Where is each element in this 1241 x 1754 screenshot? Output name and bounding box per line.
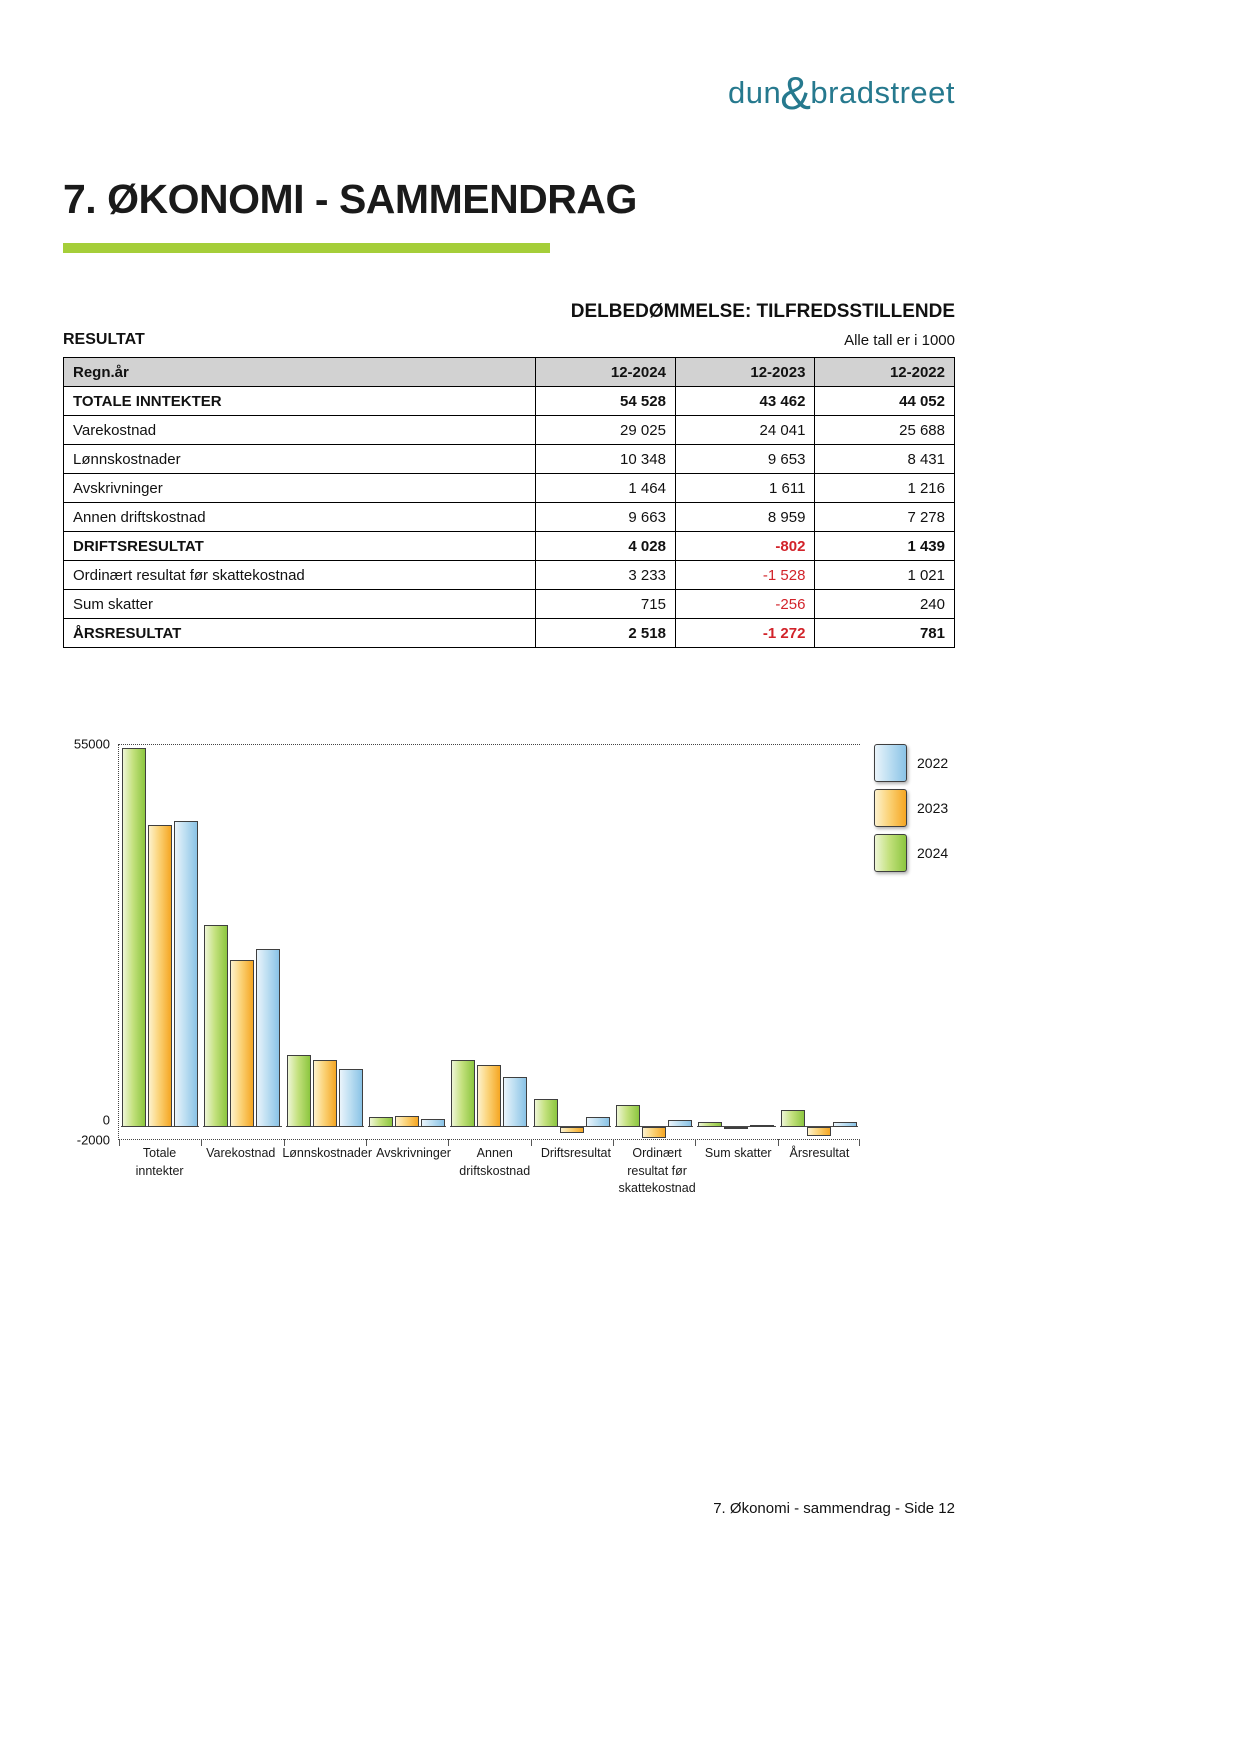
page-footer: 7. Økonomi - sammendrag - Side 12 xyxy=(713,1500,955,1517)
legend-swatch-2022 xyxy=(874,744,907,782)
dun-bradstreet-logo xyxy=(728,66,955,120)
bar-2023 xyxy=(807,1127,831,1136)
bar-2022 xyxy=(174,821,198,1127)
logo-text-dun: dun xyxy=(728,75,782,110)
row-value: -256 xyxy=(675,590,815,619)
page-title: 7. ØKONOMI - SAMMENDRAG xyxy=(63,176,637,222)
table-title: RESULTAT xyxy=(63,331,145,348)
row-value: 2 518 xyxy=(536,619,676,648)
page-content xyxy=(63,0,955,1198)
row-value: 24 041 xyxy=(675,416,815,445)
table-head xyxy=(64,358,955,387)
row-value: 1 464 xyxy=(536,474,676,503)
bar-2022 xyxy=(256,949,280,1127)
table-header-cell: Regn.år xyxy=(64,358,536,387)
bar-2022 xyxy=(421,1119,445,1127)
bar-group xyxy=(531,745,613,1139)
table-row xyxy=(64,445,955,474)
row-value: -1 528 xyxy=(675,561,815,590)
y-axis-label: -2000 xyxy=(76,1132,110,1148)
row-label: Annen driftskostnad xyxy=(64,503,536,532)
row-value: 8 431 xyxy=(815,445,955,474)
row-value: 10 348 xyxy=(536,445,676,474)
row-value: 9 653 xyxy=(675,445,815,474)
bar-2024 xyxy=(204,925,228,1127)
x-axis-label: Driftsresultat xyxy=(540,1146,611,1160)
row-label: Varekostnad xyxy=(64,416,536,445)
table-body xyxy=(64,387,955,648)
row-value: -1 272 xyxy=(675,619,815,648)
bar-group xyxy=(448,745,530,1139)
bar-2024 xyxy=(287,1055,311,1127)
legend-label: 2022 xyxy=(917,755,949,771)
legend-label: 2024 xyxy=(917,845,949,861)
row-label: Avskrivninger xyxy=(64,474,536,503)
row-value: -802 xyxy=(675,532,815,561)
bar-2023 xyxy=(230,960,254,1127)
plot-groups xyxy=(119,745,860,1139)
x-axis-label: Lønnskostnader xyxy=(282,1146,372,1160)
table-row xyxy=(64,532,955,561)
chart-legend xyxy=(860,744,955,879)
bar-2022 xyxy=(668,1120,692,1127)
x-axis-label: Ordinært resultat før skattekostnad xyxy=(618,1146,696,1195)
bar-2023 xyxy=(477,1065,501,1127)
result-table xyxy=(63,357,955,648)
y-axis xyxy=(63,736,118,1148)
table-row xyxy=(64,474,955,503)
table-header-row xyxy=(64,358,955,387)
table-row xyxy=(64,503,955,532)
row-label: Sum skatter xyxy=(64,590,536,619)
logo-row xyxy=(63,66,955,120)
y-axis-label: 55000 xyxy=(73,736,110,752)
bar-group xyxy=(778,745,860,1139)
bar-group xyxy=(201,745,283,1139)
row-value: 715 xyxy=(536,590,676,619)
ampersand-icon: & xyxy=(780,67,812,119)
row-label: TOTALE INNTEKTER xyxy=(64,387,536,416)
bar-2023 xyxy=(724,1127,748,1129)
y-axis-label: 0 xyxy=(102,1112,110,1128)
row-label: ÅRSRESULTAT xyxy=(64,619,536,648)
row-value: 781 xyxy=(815,619,955,648)
logo-text-bradstreet: bradstreet xyxy=(810,75,955,110)
bar-2023 xyxy=(642,1127,666,1138)
x-axis-label: Varekostnad xyxy=(206,1146,276,1160)
table-row xyxy=(64,387,955,416)
bar-2022 xyxy=(503,1077,527,1128)
legend-swatch-2024 xyxy=(874,834,907,872)
table-row xyxy=(64,590,955,619)
row-value: 54 528 xyxy=(536,387,676,416)
plot-column xyxy=(118,744,860,1198)
legend-item xyxy=(874,834,955,872)
row-value: 1 021 xyxy=(815,561,955,590)
bar-2024 xyxy=(451,1060,475,1127)
x-axis-label: Årsresultat xyxy=(789,1146,850,1160)
row-value: 1 439 xyxy=(815,532,955,561)
row-label: Lønnskostnader xyxy=(64,445,536,474)
row-value: 7 278 xyxy=(815,503,955,532)
x-axis-label: Annen driftskostnad xyxy=(459,1146,531,1178)
legend-item xyxy=(874,744,955,782)
row-value: 43 462 xyxy=(675,387,815,416)
x-axis xyxy=(119,1145,860,1198)
row-value: 8 959 xyxy=(675,503,815,532)
row-value: 1 611 xyxy=(675,474,815,503)
bar-2023 xyxy=(395,1116,419,1127)
bar-2022 xyxy=(586,1117,610,1127)
bar-2023 xyxy=(148,825,172,1127)
legend-label: 2023 xyxy=(917,800,949,816)
row-label: DRIFTSRESULTAT xyxy=(64,532,536,561)
plot-area xyxy=(118,744,860,1140)
row-value: 3 233 xyxy=(536,561,676,590)
bar-2022 xyxy=(339,1069,363,1128)
bar-group xyxy=(119,745,201,1139)
bar-group xyxy=(613,745,695,1139)
x-axis-label: Totale inntekter xyxy=(135,1146,184,1178)
x-axis-label: Avskrivninger xyxy=(376,1146,451,1160)
legend-item xyxy=(874,789,955,827)
unit-note: Alle tall er i 1000 xyxy=(844,332,955,349)
row-value: 4 028 xyxy=(536,532,676,561)
legend-swatch-2023 xyxy=(874,789,907,827)
bar-2024 xyxy=(122,748,146,1127)
bar-group xyxy=(695,745,777,1139)
bar-2024 xyxy=(369,1117,393,1127)
row-value: 9 663 xyxy=(536,503,676,532)
bar-2024 xyxy=(698,1122,722,1127)
bar-2024 xyxy=(616,1105,640,1127)
table-row xyxy=(64,619,955,648)
table-header-cell: 12-2022 xyxy=(815,358,955,387)
row-value: 1 216 xyxy=(815,474,955,503)
bar-group xyxy=(284,745,366,1139)
row-value: 29 025 xyxy=(536,416,676,445)
table-meta-row xyxy=(63,331,955,349)
table-header-cell: 12-2024 xyxy=(536,358,676,387)
bar-2024 xyxy=(781,1110,805,1127)
bar-2024 xyxy=(534,1099,558,1127)
bar-2022 xyxy=(833,1122,857,1127)
bar-2023 xyxy=(560,1127,584,1133)
bar-2023 xyxy=(313,1060,337,1127)
x-axis-label: Sum skatter xyxy=(704,1146,772,1160)
row-value: 25 688 xyxy=(815,416,955,445)
bar-2022 xyxy=(750,1125,774,1127)
title-underline xyxy=(63,243,550,253)
bar-group xyxy=(366,745,448,1139)
row-label: Ordinært resultat før skattekostnad xyxy=(64,561,536,590)
assessment-heading: DELBEDØMMELSE: TILFREDSSTILLENDE xyxy=(570,301,955,322)
table-row xyxy=(64,416,955,445)
table-row xyxy=(64,561,955,590)
table-header-cell: 12-2023 xyxy=(675,358,815,387)
row-value: 240 xyxy=(815,590,955,619)
row-value: 44 052 xyxy=(815,387,955,416)
result-chart xyxy=(63,736,955,1198)
